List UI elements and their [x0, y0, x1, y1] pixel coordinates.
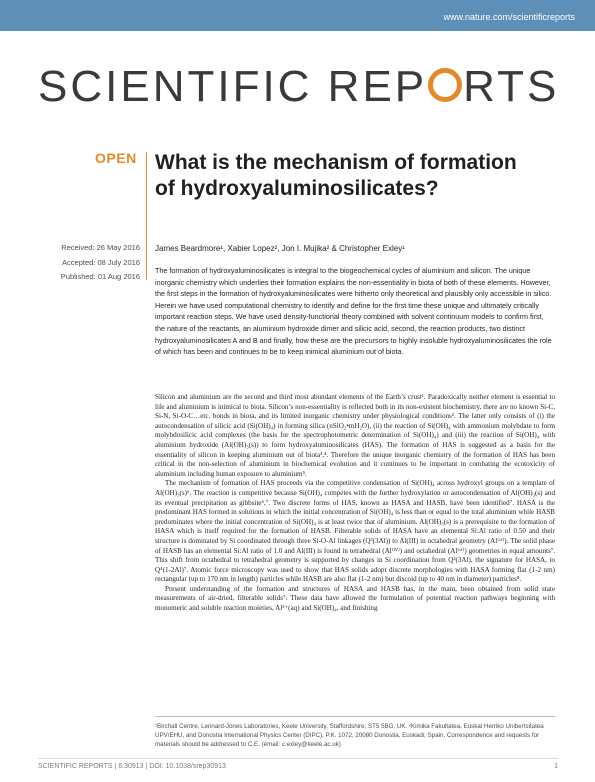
journal-url-link[interactable]: www.nature.com/scientificreports [443, 12, 575, 22]
received-date: Received: 26 May 2016 [61, 243, 140, 252]
footer-citation: SCIENTIFIC REPORTS | 6:30913 | DOI: 10.1038/srep30913 [38, 763, 226, 770]
footnote-divider [155, 716, 555, 717]
body-paragraph: Silicon and aluminium are the second and third most abundant elements of the Earth’s crust¹. Paradoxically neither element is essential to life and aluminium is inimical to biota. Silicon’s non-essentiality is reflected both in its non-existent biochemistry, there are no known Si-C, Si-N, Si-O-C…etc. bonds in biota, and its limited inorganic chemistry under physiological conditions². The latter only consists of (i) the autocondensation of silicic acid (Si(OH)₄) in forming silica (nSiO₂•mH₂O), (ii) the reaction of Si(OH)₄ with ammonium molybdate to form molybdosilicic acid complexes (the basis for the spectrophotometric determination of Si(OH)₄) and (iii) the reaction of Si(OH)₄ with aluminium hydroxide (Al(OH)₃(s)) to form hydroxyaluminosilicates (HAS). The formation of HAS is suggested as a basis for the essentiality of silicon in keeping aluminium out of biota³,⁴. Therefore the unique inorganic chemistry of the formation of HAS has been critical in the non-selection of aluminium in biochemical evolution and it continues to be important in combating the ecotoxicity of aluminium including human exposure to aluminium⁵. [155, 393, 555, 478]
accepted-date: Accepted: 08 July 2016 [62, 257, 140, 267]
article-dates [40, 241, 140, 285]
title-divider [146, 152, 147, 280]
body-paragraph: The mechanism of formation of HAS proceeds via the competitive condensation of Si(OH)₄ across hydroxyl groups on a template of Al(OH)₃(s)⁶. The reaction is competitive because Si(OH)₄ competes with the further hydroxylation or autocondensation of Al(OH)₃(s) and its eventual precipitation as gibbsite⁶,⁷. Two discrete forms of HAS, known as HASA and HASB, have been identified⁷. HASA is the predominant HAS formed in solutions in which the initial concentration of Si(OH)₄ is less than or equal to the total aluminium while HASB predominates where the initial concentration of Si(OH)₄ is at least twice that of aluminium. Al(OH)₃(s) is a prerequisite to the formation of HASA which is itself required for the formation of HASB. Filterable solids of HASA have an elemental Si:Al ratio of 0.50 and their structure is dominated by Si coordinated through three Si-O-Al linkages (Q³(3Al)) to Al(III) in octahedral geometry (Al⁽ᵛᴵ⁾). The solid phase of HASB has an elemental Si:Al ratio of 1.0 and Al(III) is found in tetrahedral (Al⁽ᴵⱽ⁾) and octahedral (Al⁽ᵛᴵ⁾) geometries in equal amounts⁷. This shift from octahedral to tetrahedral geometry is supported by changes in Si coordination from Q³(3Al), the signature for HASA, to Q⁴(1-2Al)⁷. Atomic force microscopy was used to show that HAS solids adopt discrete morphologies with HASA forming flat (1-2 nm) rectangular (up to 170 nm in length) particles while HASB are also flat (1-2 nm) but discoid (up to 40 nm in diameter) particles⁸. [155, 479, 555, 584]
page-number: 1 [554, 763, 558, 770]
abstract: The formation of hydroxyaluminosilicates is integral to the biogeochemical cycles of aluminium and silicon. The unique inorganic chemistry which underlies their formation explains the non-essentiality in biota of both of these elements. However, the first steps in the formation of hydroxyaluminosilicates were hitherto only theoretical and plausibly only accessible in silico. Herein we have used computational chemistry to identify and define for the first time these unique and ultimately critically important reaction steps. We have used density-functional theory combined with solvent continuum models to confirm first, the nature of the reactants, an aluminium hydroxide dimer and silicic acid, second, the reaction products, two distinct hydroxyaluminosilicates A and B and finally, how these are the precursors to highly insoluble hydroxyaluminosilicates the role of which has been and continues to be to keep inimical aluminium out of biota. [155, 266, 552, 357]
page-footer [38, 758, 558, 770]
logo-text-right: RTS [463, 62, 560, 111]
body-paragraph: Present understanding of the formation and structures of HASA and HASB has, in the main, been obtained from solid state measurements of air-dried, filterable solids⁷. These data have allowed the formulation of potential reaction pathways beginning with monomeric and soluble reaction moieties, Al³⁺(aq) and Si(OH)₄, and finishing [155, 584, 555, 613]
logo-text-left: SCIENTIFIC REP [38, 62, 428, 111]
published-date: Published: 01 Aug 2016 [60, 272, 140, 281]
affiliations-footnote: ¹Birchall Centre, Lennard-Jones Laboratories, Keele University, Staffordshire, ST5 5BG, UK. ²Kimika Fakultatea, Euskal Herriko Unibertsitatea UPV/EHU, and Donostia International Physics Center (DIPC), P.K. 1072, 20080 Donostia, Euskadi, Spain. Correspondence and requests for materials should be addressed to C.E. (email: c.exley@keele.ac.uk) [155, 723, 544, 749]
author-list: James Beardmore¹, Xabier Lopez², Jon I. Mujika² & Christopher Exley¹ [155, 244, 405, 253]
journal-logo [38, 62, 558, 112]
header-bar [0, 0, 595, 31]
article-body [155, 393, 555, 614]
logo-o-ring-icon [428, 68, 462, 102]
article-title: What is the mechanism of formation of hydroxyaluminosilicates? [155, 151, 517, 200]
open-access-badge: OPEN [95, 150, 137, 166]
